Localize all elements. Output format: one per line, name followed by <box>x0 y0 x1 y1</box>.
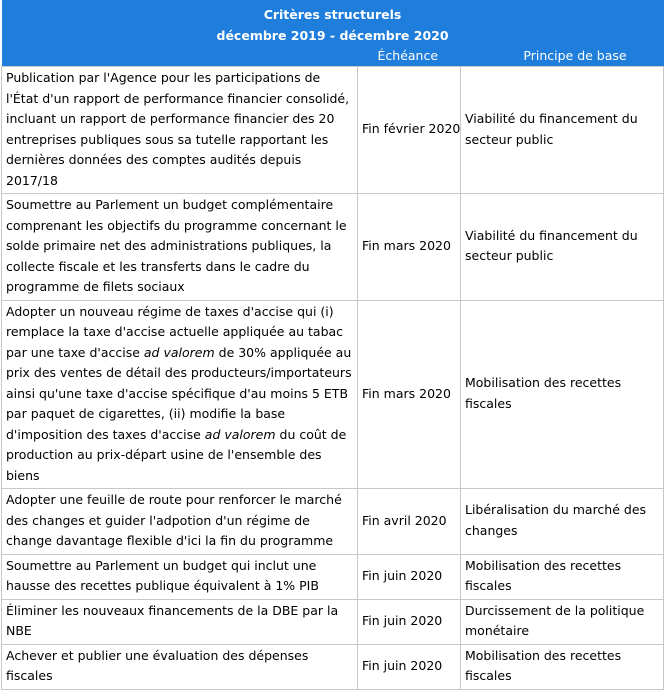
table-title <box>2 0 664 46</box>
table-row <box>2 194 664 301</box>
action-text-part3: du coût de production au prix-départ usine de l'ensemble des biens <box>6 426 347 483</box>
deadline-cell: Fin mars 2020 <box>358 194 461 301</box>
action-text-part1: Adopter un nouveau régime de taxes d'accise qui (i) remplace la taxe d'accise actuelle appliquée au tabac par une taxe d'accise <box>6 303 344 360</box>
deadline-cell: Fin février 2020 <box>358 67 461 194</box>
action-text-part2: de 30% appliquée au prix des ventes de détail des producteurs/importateurs ainsi qu'une taxe d'accise spécifique d'au moins 5 ETB par paquet de cigarettes, (ii) modifie la base d'imposition des taxes d'accise <box>6 344 352 442</box>
table-body <box>2 67 664 690</box>
table-row <box>2 67 664 194</box>
action-text-italic1: ad valorem <box>143 344 215 360</box>
principle-cell: Mobilisation des recettes fiscales <box>461 300 664 489</box>
deadline-cell: Fin juin 2020 <box>358 599 461 644</box>
column-header-action <box>2 46 358 67</box>
action-cell: Publication par l'Agence pour les participations de l'État d'un rapport de performance financier consolidé, incluant un rapport de performance financier des 20 entreprises publiques sous sa tutelle rapportant les dernières données des comptes audités depuis 2017/18 <box>2 67 358 194</box>
action-cell: Soumettre au Parlement un budget complémentaire comprenant les objectifs du programme concernant le solde primaire net des administrations publiques, la collecte fiscale et les transferts dans le cadre du programme de filets sociaux <box>2 194 358 301</box>
action-cell <box>2 300 358 489</box>
deadline-cell: Fin juin 2020 <box>358 554 461 599</box>
principle-cell: Mobilisation des recettes fiscales <box>461 554 664 599</box>
column-header-deadline: Échéance <box>358 46 461 67</box>
principle-cell: Viabilité du financement du secteur public <box>461 67 664 194</box>
principle-cell: Mobilisation des recettes fiscales <box>461 644 664 689</box>
principle-cell: Durcissement de la politique monétaire <box>461 599 664 644</box>
structural-criteria-table <box>1 0 664 690</box>
table-row <box>2 489 664 555</box>
table-row <box>2 554 664 599</box>
action-cell: Adopter une feuille de route pour renforcer le marché des changes et guider l'adpotion d'un régime de change davantage flexible d'ici la fin du programme <box>2 489 358 555</box>
deadline-cell: Fin avril 2020 <box>358 489 461 555</box>
table-row <box>2 599 664 644</box>
principle-cell: Libéralisation du marché des changes <box>461 489 664 555</box>
title-row <box>2 0 664 46</box>
action-cell: Éliminer les nouveaux financements de la DBE par la NBE <box>2 599 358 644</box>
column-header-principle: Principe de base <box>461 46 664 67</box>
action-cell: Achever et publier une évaluation des dépenses fiscales <box>2 644 358 689</box>
table-header <box>2 0 664 67</box>
deadline-cell: Fin juin 2020 <box>358 644 461 689</box>
principle-cell: Viabilité du financement du secteur public <box>461 194 664 301</box>
column-header-row <box>2 46 664 67</box>
table-title-line2: décembre 2019 - décembre 2020 <box>216 28 449 43</box>
deadline-cell: Fin mars 2020 <box>358 300 461 489</box>
action-cell: Soumettre au Parlement un budget qui inclut une hausse des recettes publique équivalent à 1% PIB <box>2 554 358 599</box>
action-text-italic2: ad valorem <box>204 426 276 442</box>
table-row <box>2 300 664 489</box>
table-title-line1: Critères structurels <box>263 7 402 22</box>
table-row <box>2 644 664 689</box>
